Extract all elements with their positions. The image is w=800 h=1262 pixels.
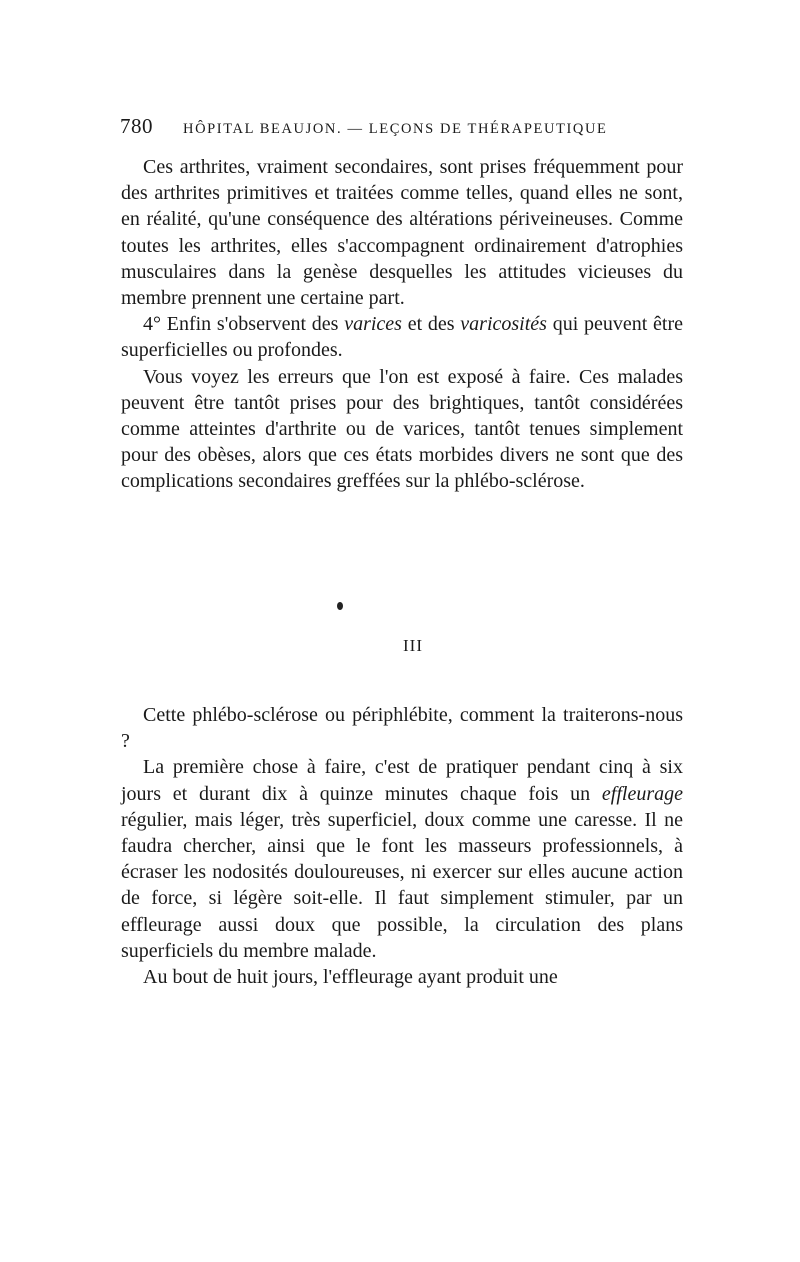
text-block-after-section	[121, 702, 683, 990]
paragraph-varices-tail: qui peuvent être superficielles ou profondes.	[121, 313, 684, 362]
paragraph-erreurs: Vous voyez les erreurs que l'on est exposé à faire. Ces malades peuvent être tantôt prises pour des brightiques, tantôt considérées comme atteintes d'arthrite ou de varices, tantôt tenues simplement pour des obèses, alors que ces états morbides divers ne sont que des complications secondaires greffées sur la phlébo-sclérose.	[121, 365, 683, 493]
paragraph-au-bout: Au bout de huit jours, l'effleurage ayant produit une	[143, 966, 558, 989]
paragraph-varices-lead: 4° Enfin s'observent des	[143, 313, 345, 336]
paragraph-effleurage-tail: régulier, mais léger, très superficiel, doux comme une caresse. Il ne faudra chercher, ainsi que le font les masseurs professionnels, à écraser les nodosités douloureuses, ni exercer sur elles aucune action de force, si légère soit-elle. Il faut simplement stimuler, par un effleurage aussi doux que possible, la circulation des plans superficiels du membre malade.	[121, 808, 683, 962]
paragraph-varices	[121, 311, 683, 363]
text-block-before-section	[121, 154, 683, 495]
term-varicosites: varicosités	[460, 313, 547, 336]
paragraph-effleurage-lead: La première chose à faire, c'est de pratiquer pendant cinq à six jours et durant dix à quinze minutes chaque fois un	[121, 756, 683, 805]
paragraph-arthrites: Ces arthrites, vraiment secondaires, sont prises fréquemment pour des arthrites primitives et traitées comme telles, quand elles ne sont, en réalité, qu'une conséquence des altérations périveineuses. Comme toutes les arthrites, elles s'accompagnent ordinairement d'atrophies musculaires dans la genèse desquelles les attitudes vicieuses du membre prennent une certaine part.	[121, 156, 683, 310]
running-head	[120, 114, 690, 138]
running-title: HÔPITAL BEAUJON. — LEÇONS DE THÉRAPEUTIQUE	[183, 121, 608, 137]
section-number: III	[403, 636, 423, 655]
term-effleurage: effleurage	[601, 782, 683, 805]
paragraph-effleurage	[121, 754, 683, 964]
term-varices: varices	[344, 313, 402, 336]
paragraph-varices-mid: et des	[401, 313, 461, 336]
page-number: 780	[120, 114, 153, 138]
printed-dot-ornament	[337, 602, 343, 610]
paragraph-question: Cette phlébo-sclérose ou périphlébite, comment la traiterons-nous ?	[121, 704, 683, 753]
